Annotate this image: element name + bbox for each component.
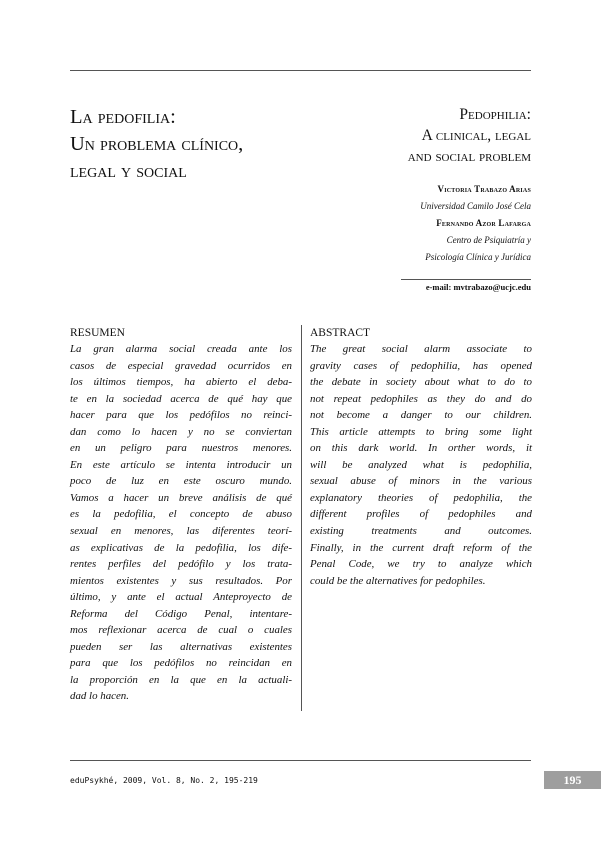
resumen-line: en un peligro para nuestros menores. (70, 442, 292, 455)
author-affiliation: Psicología Clínica y Jurídica (425, 252, 531, 262)
english-title-line: A clinical, legal (421, 127, 531, 144)
english-title-line: and social problem (407, 148, 531, 165)
abstract-line: not become a danger to our children. (310, 409, 532, 422)
resumen-text (70, 341, 292, 705)
journal-citation: eduPsykhé, 2009, Vol. 8, No. 2, 195-219 (70, 776, 258, 785)
abstract-line: different profiles of pedophiles and (310, 508, 532, 521)
abstract-line: This article attempts to bring some light (310, 425, 532, 438)
abstract-text (310, 341, 532, 589)
resumen-line: último, y ante el actual Anteproyecto de (70, 591, 292, 604)
column-divider (301, 325, 302, 711)
resumen-line: La gran alarma social creada ante los (70, 343, 292, 355)
resumen-line: Vamos a hacer un breve análisis de qué (70, 491, 292, 504)
resumen-line: rentes perfiles del pedófilo y los trata- (70, 558, 292, 571)
resumen-line: En este artículo se intenta introducir un (70, 458, 292, 471)
abstract-line: existing treatments and outcomes. (310, 525, 532, 538)
resumen-line: es la pedofilia, el concepto de abuso (70, 508, 292, 521)
resumen-heading: RESUMEN (70, 327, 125, 339)
abstract-line: Finally, in the current draft reform of the (310, 541, 532, 554)
resumen-line: para que los pedófilos no reincidan en (70, 657, 292, 670)
abstract-line: explanatory theories of pedophilia, the (310, 491, 532, 504)
abstract-line: The great social alarm associate to (310, 343, 532, 355)
resumen-column (70, 327, 292, 705)
resumen-line: poco de luz en este oscuro mundo. (70, 475, 292, 488)
abstract-line: gravity cases of pedophilia, has opened (310, 359, 532, 372)
resumen-line: as explicativas de la pedofilia, los dife- (70, 541, 292, 554)
resumen-line: la proporción en la que en la actuali- (70, 673, 292, 686)
abstract-heading: ABSTRACT (310, 327, 371, 339)
footer-rule (70, 760, 531, 761)
resumen-line: mos reflexionar acerca de cual o cuales (70, 624, 292, 637)
english-title (281, 104, 531, 167)
spanish-title-line: Un problema clínico, (70, 133, 244, 155)
abstract-line: on this dark world. In orther words, it (310, 442, 532, 455)
english-title-line: Pedophilia: (459, 106, 531, 123)
top-rule (70, 70, 531, 71)
abstract-line: not repeat pedophiles as they do and do (310, 392, 532, 405)
resumen-line: Reforma del Código Penal, intentare- (70, 607, 292, 620)
author-name: Fernando Azor Lafarga (436, 218, 531, 228)
abstract-line: could be the alternatives for pedophiles. (310, 574, 486, 587)
resumen-line: hacer para que los pedófilos no reinci- (70, 409, 292, 422)
resumen-line: casos de especial gravedad ocurridos en (70, 359, 292, 372)
resumen-line: sexual en menores, las diferentes teorí- (70, 525, 292, 538)
abstract-line: Penal Code, we try to analyze which (310, 558, 532, 571)
resumen-line: los últimos tiempos, ha abierto el deba- (70, 376, 292, 389)
abstract-column (310, 327, 532, 589)
author-name: Victoria Trabazo Arias (437, 184, 531, 194)
abstract-line: sexual abuse of minors in the various (310, 475, 532, 488)
spanish-title-line: La pedofilia: (70, 106, 176, 128)
author-affiliation: Centro de Psiquiatría y (446, 235, 531, 245)
abstract-line: the debate in society about what to do to (310, 376, 532, 389)
author-block (271, 181, 531, 266)
spanish-title-line: legal y social (70, 160, 187, 182)
resumen-line: pueden ser las alternativas existentes (70, 640, 292, 653)
resumen-line: dad lo hacen. (70, 690, 129, 703)
page-number: 195 (544, 771, 601, 789)
abstract-line: will be analyzed what is pedophilia, (310, 458, 532, 471)
resumen-line: mientos existentes y sus resultados. Por (70, 574, 292, 587)
email-rule (401, 279, 531, 280)
author-affiliation: Universidad Camilo José Cela (420, 201, 531, 211)
author-email: e-mail: mvtrabazo@ucjc.edu (425, 282, 531, 292)
resumen-line: dan como lo hacen y no se conviertan (70, 425, 292, 438)
resumen-line: te en la sociedad acerca de qué hay que (70, 392, 292, 405)
